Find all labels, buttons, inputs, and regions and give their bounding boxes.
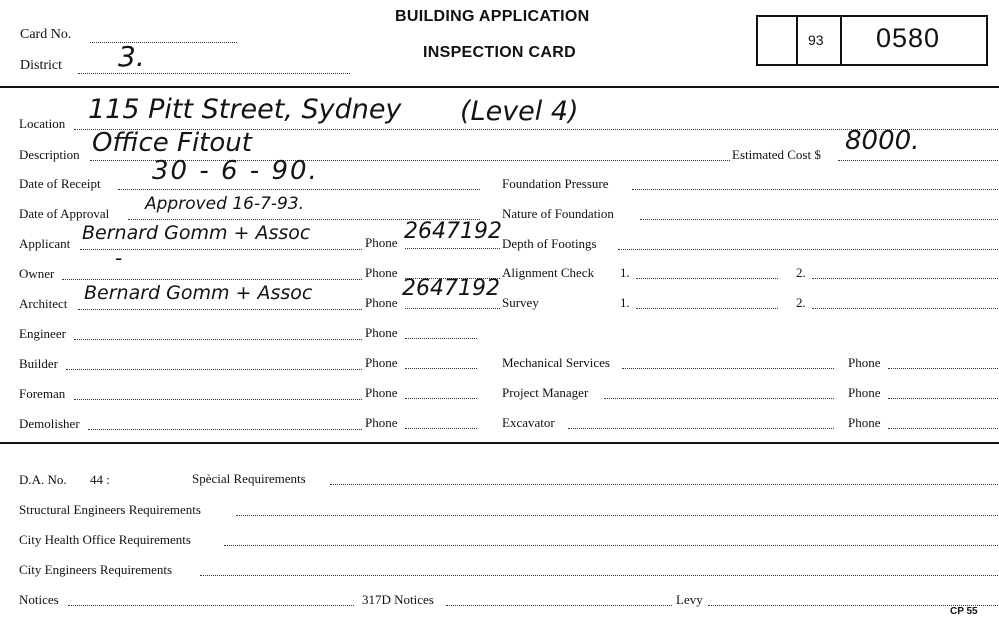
excavator-phone-line: [888, 428, 998, 429]
year-code: 93: [808, 32, 824, 48]
foundation-pressure-line: [632, 189, 998, 190]
foreman-label: Foreman: [19, 386, 66, 401]
special-requirements-line: [330, 484, 998, 485]
card-no-line: [90, 42, 237, 43]
survey-num1: 1.: [620, 295, 630, 310]
owner-value: -: [115, 246, 123, 270]
foundation-pressure-label: Foundation Pressure: [502, 176, 609, 191]
project-manager-phone-line: [888, 398, 998, 399]
da-no-label: D.A. No.: [19, 472, 67, 487]
applicant-phone-label: Phone: [365, 235, 398, 250]
survey-label: Survey: [502, 295, 539, 310]
owner-phone-label: Phone: [365, 265, 398, 280]
nature-foundation-line: [640, 219, 998, 220]
demolisher-label: Demolisher: [19, 416, 80, 431]
form-title: BUILDING APPLICATION: [395, 8, 590, 25]
card-no-label: Card No.: [20, 27, 72, 42]
builder-phone-line: [405, 368, 477, 369]
demolisher-phone-line: [405, 428, 477, 429]
date-receipt-line: [118, 189, 480, 190]
description-value: Office Fitout: [92, 128, 252, 158]
demolisher-phone-label: Phone: [365, 415, 398, 430]
card-number: 0580: [876, 23, 941, 53]
builder-label: Builder: [19, 356, 58, 371]
demolisher-line: [88, 429, 362, 430]
applicant-line: [80, 249, 362, 250]
survey-line2: [812, 308, 998, 309]
applicant-value: Bernard Gomm + Assoc: [82, 222, 311, 244]
city-engineers-line: [200, 575, 998, 576]
form-code: CP 55: [950, 606, 978, 617]
owner-label: Owner: [19, 266, 55, 281]
mechanical-phone-label: Phone: [848, 355, 881, 370]
description-label: Description: [19, 147, 80, 162]
middle-rule: [0, 442, 999, 444]
notices-317d-line: [446, 605, 672, 606]
applicant-label: Applicant: [19, 236, 71, 251]
project-manager-line: [604, 398, 834, 399]
district-label: District: [20, 58, 62, 73]
city-health-line: [224, 545, 998, 546]
card-number-box: [756, 15, 988, 66]
engineer-phone-line: [405, 338, 477, 339]
levy-label: Levy: [676, 592, 703, 607]
survey-line1: [636, 308, 778, 309]
depth-footings-line: [618, 249, 998, 250]
builder-line: [66, 369, 362, 370]
structural-engineers-label: Structural Engineers Requirements: [19, 502, 201, 517]
special-requirements-label: Spècial Requirements: [192, 471, 306, 486]
project-manager-label: Project Manager: [502, 385, 589, 400]
excavator-label: Excavator: [502, 415, 555, 430]
architect-phone-label: Phone: [365, 295, 398, 310]
applicant-phone-line: [405, 248, 500, 249]
architect-phone: 2647192: [402, 276, 500, 301]
notices-label: Notices: [19, 592, 59, 607]
estimated-cost-line: [838, 160, 998, 161]
district-value: 3.: [118, 40, 145, 73]
excavator-phone-label: Phone: [848, 415, 881, 430]
city-engineers-label: City Engineers Requirements: [19, 562, 173, 577]
alignment-check-num1: 1.: [620, 265, 630, 280]
engineer-phone-label: Phone: [365, 325, 398, 340]
estimated-cost-label: Estimated Cost $: [732, 147, 821, 162]
applicant-phone: 2647192: [404, 219, 502, 244]
foreman-phone-line: [405, 398, 477, 399]
project-manager-phone-label: Phone: [848, 385, 881, 400]
mechanical-line: [622, 368, 834, 369]
estimated-cost-value: 8000.: [845, 126, 920, 156]
foreman-phone-label: Phone: [365, 385, 398, 400]
architect-label: Architect: [19, 296, 68, 311]
da-no-value: 44 :: [90, 472, 110, 487]
date-approval-label: Date of Approval: [19, 206, 110, 221]
survey-num2: 2.: [796, 295, 806, 310]
notices-line: [68, 605, 354, 606]
excavator-line: [568, 428, 834, 429]
location-label: Location: [19, 116, 66, 131]
architect-phone-line: [405, 308, 500, 309]
architect-line: [78, 309, 362, 310]
location-extra: (Level 4): [460, 96, 579, 127]
notices-317d-label: 317D Notices: [362, 592, 434, 607]
foreman-line: [74, 399, 362, 400]
mechanical-label: Mechanical Services: [502, 355, 610, 370]
engineer-line: [74, 339, 362, 340]
district-line: [78, 73, 350, 74]
date-approval-value: Approved 16-7-93.: [145, 194, 305, 214]
city-health-label: City Health Office Requirements: [19, 532, 191, 547]
nature-foundation-label: Nature of Foundation: [502, 206, 614, 221]
alignment-check-line1: [636, 278, 778, 279]
mechanical-phone-line: [888, 368, 998, 369]
top-rule: [0, 86, 999, 88]
form-subtitle: INSPECTION CARD: [423, 44, 576, 61]
depth-footings-label: Depth of Footings: [502, 236, 597, 251]
builder-phone-label: Phone: [365, 355, 398, 370]
alignment-check-num2: 2.: [796, 265, 806, 280]
location-value: 115 Pitt Street, Sydney: [88, 94, 402, 125]
structural-engineers-line: [236, 515, 998, 516]
owner-line: [62, 279, 362, 280]
engineer-label: Engineer: [19, 326, 66, 341]
architect-value: Bernard Gomm + Assoc: [84, 282, 313, 304]
date-receipt-label: Date of Receipt: [19, 176, 101, 191]
alignment-check-label: Alignment Check: [502, 265, 595, 280]
alignment-check-line2: [812, 278, 998, 279]
date-receipt-value: 30 - 6 - 90.: [152, 156, 319, 186]
